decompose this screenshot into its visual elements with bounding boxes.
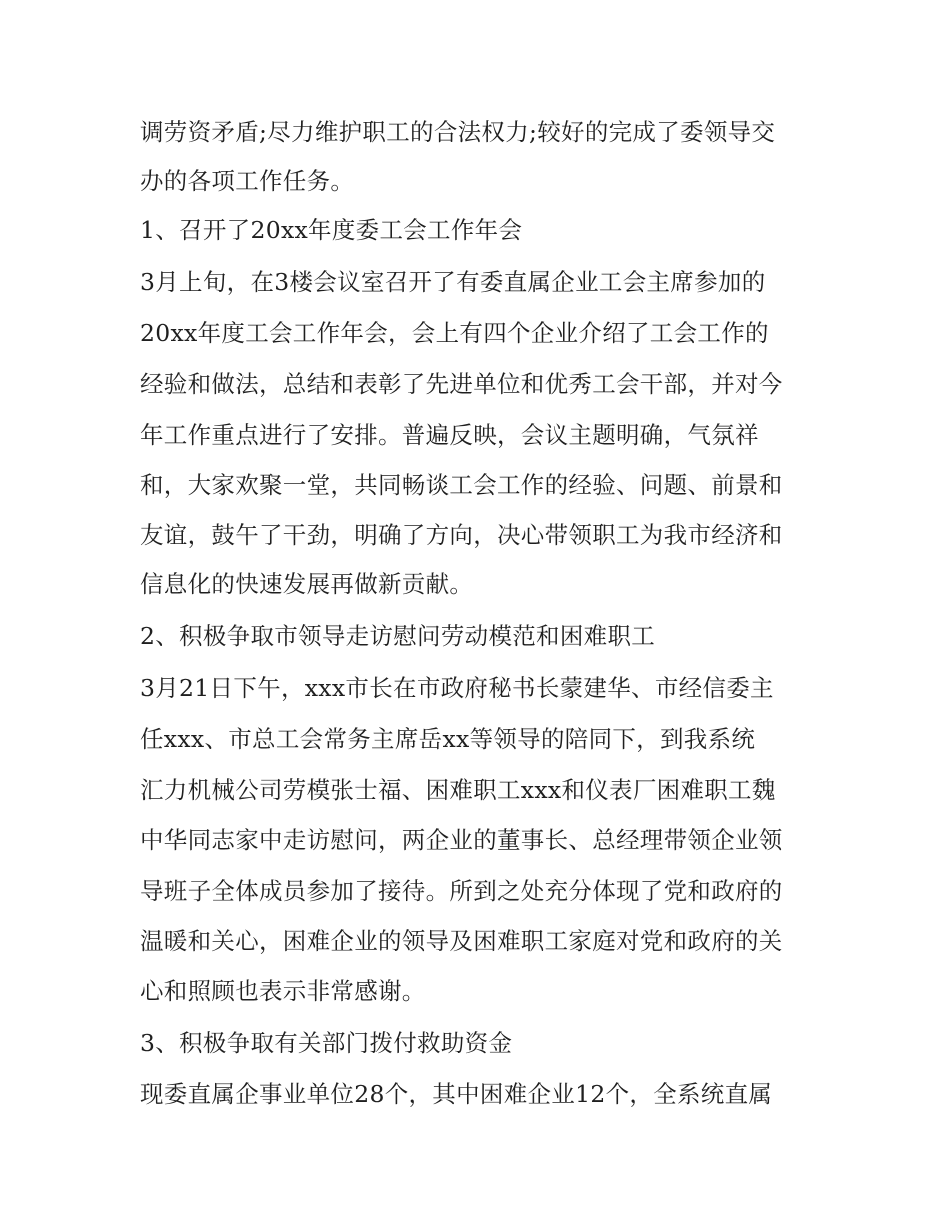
paragraph-line: 任xxx、市总工会常务主席岳xx等领导的陪同下，到我系统 <box>140 725 756 753</box>
paragraph-line: 和，大家欢聚一堂，共同畅谈工会工作的经验、问题、前景和 <box>140 471 783 499</box>
paragraph-line: 汇力机械公司劳模张士福、困难职工xxx和仪表厂困难职工魏 <box>140 776 776 804</box>
section-heading-1: 1、召开了20xx年度委工会工作年会 <box>140 216 523 244</box>
paragraph-line: 温暖和关心，困难企业的领导及困难职工家庭对党和政府的关 <box>140 927 783 955</box>
paragraph-line: 调劳资矛盾;尽力维护职工的合法权力;较好的完成了委领导交 <box>140 118 776 146</box>
paragraph-line: 经验和做法，总结和表彰了先进单位和优秀工会干部，并对今 <box>140 370 783 398</box>
paragraph-line: 中华同志家中走访慰问，两企业的董事长、总经理带领企业领 <box>140 826 783 854</box>
section-heading-3: 3、积极争取有关部门拨付救助资金 <box>140 1029 513 1057</box>
paragraph-line: 友谊，鼓午了干劲，明确了方向，决心带领职工为我市经济和 <box>140 521 783 549</box>
paragraph-line: 心和照顾也表示非常感谢。 <box>140 977 426 1005</box>
paragraph-line: 3月21日下午，xxx市长在市政府秘书长蒙建华、市经信委主 <box>140 674 774 702</box>
paragraph-line: 办的各项工作任务。 <box>140 167 355 195</box>
section-heading-2: 2、积极争取市领导走访慰问劳动模范和困难职工 <box>140 622 656 650</box>
paragraph-line: 3月上旬，在3楼会议室召开了有委直属企业工会主席参加的 <box>140 268 766 296</box>
paragraph-line: 信息化的快速发展再做新贡献。 <box>140 570 474 598</box>
paragraph-line: 年工作重点进行了安排。普遍反映，会议主题明确，气氛祥 <box>140 421 759 449</box>
paragraph-line: 20xx年度工会工作年会，会上有四个企业介绍了工会工作的 <box>140 319 769 347</box>
paragraph-line: 现委直属企事业单位28个，其中困难企业12个，全系统直属 <box>140 1080 773 1108</box>
paragraph-line: 导班子全体成员参加了接待。所到之处充分体现了党和政府的 <box>140 877 783 905</box>
